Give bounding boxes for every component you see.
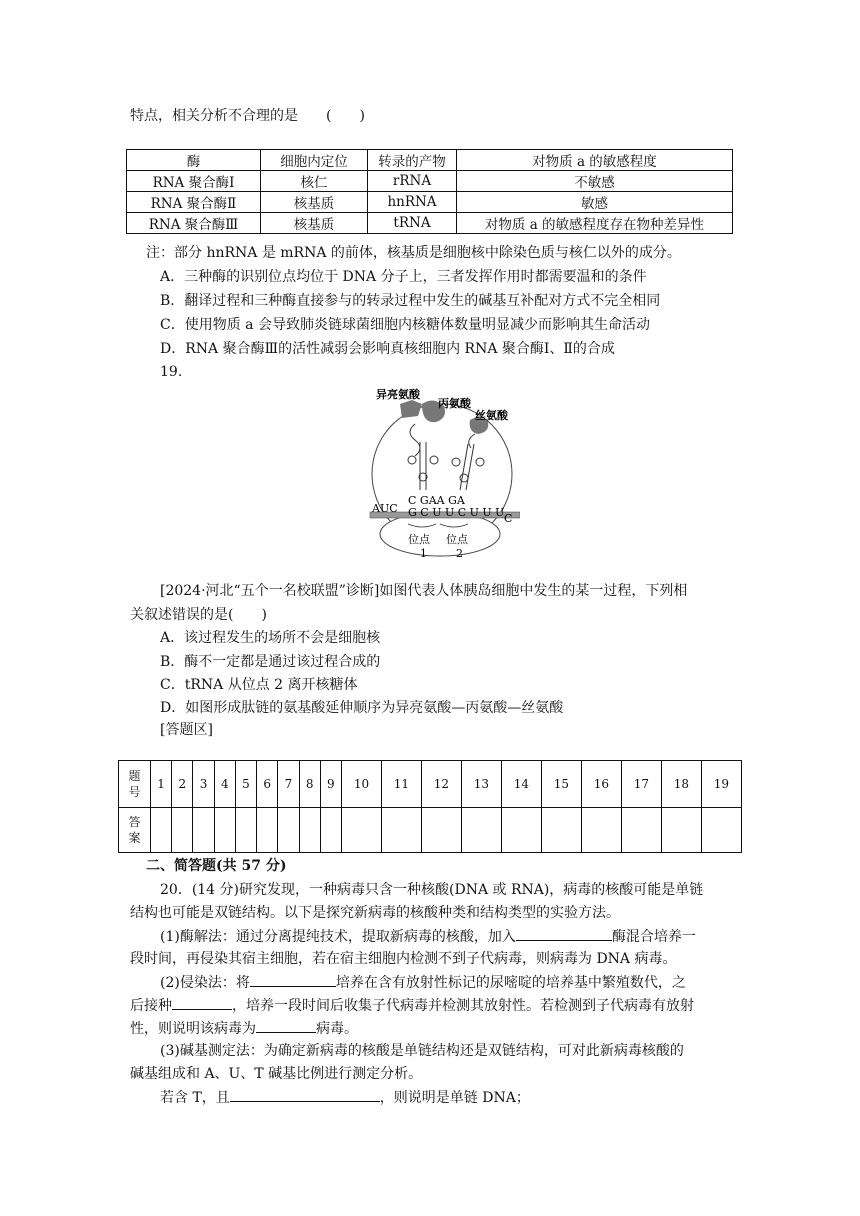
answer-cell[interactable] — [320, 808, 341, 853]
answer-cell[interactable] — [621, 808, 661, 853]
cell-enzyme: RNA 聚合酶Ⅱ — [127, 192, 261, 213]
question-number-cell: 11 — [381, 761, 421, 808]
answer-cell[interactable] — [661, 808, 701, 853]
q19-option-d: D．如图形成肽链的氨基酸延伸顺序为异亮氨酸—丙氨酸—丝氨酸 — [160, 700, 564, 716]
q20-part3-line1: (3)碱基测定法：为确定新病毒的核酸是单链结构还是双链结构，可对此新病毒核酸的 — [160, 1043, 684, 1059]
isoleucine-shape — [400, 400, 422, 418]
q18-note: 注：部分 hnRNA 是 mRNA 的前体，核基质是细胞核中除染色质与核仁以外的成分。 — [146, 245, 681, 261]
q20-part1-text-b: 酶混合培养一 — [611, 929, 696, 945]
cell-sensitivity: 不敏感 — [457, 171, 733, 192]
q20-part3-text-c: 若含 T，且 — [160, 1090, 230, 1106]
q20-part1-line1 — [160, 926, 696, 947]
cell-enzyme: RNA 聚合酶Ⅲ — [127, 213, 261, 234]
answer-cell[interactable] — [421, 808, 461, 853]
anticodon-row: C GAA GA — [408, 494, 465, 507]
answer-cell[interactable] — [541, 808, 581, 853]
answer-cell[interactable] — [501, 808, 541, 853]
question-number-cell: 3 — [193, 761, 214, 808]
label-site-2: 位点 — [446, 533, 468, 546]
q18-option-a: A．三种酶的识别位点均位于 DNA 分子上，三者发挥作用时都需要温和的条件 — [160, 269, 647, 285]
q20-part2-text-a: (2)侵染法：将 — [160, 975, 250, 991]
q20-part2-line1 — [160, 972, 686, 993]
question-number-cell: 15 — [541, 761, 581, 808]
question-number-cell: 9 — [320, 761, 341, 808]
header-sensitivity: 对物质 a 的敏感程度 — [457, 150, 733, 171]
q20-part3-line3 — [160, 1087, 530, 1108]
answer-cell[interactable] — [299, 808, 320, 853]
question-number-cell: 16 — [581, 761, 621, 808]
answer-cell[interactable] — [151, 808, 172, 853]
question-number-cell: 4 — [214, 761, 235, 808]
q19-stem-line2: 关叙述错误的是( ) — [130, 607, 267, 623]
answer-cell[interactable] — [381, 808, 421, 853]
q19-option-a: A．该过程发生的场所不会是细胞核 — [160, 630, 381, 646]
q20-part2-text-d: ，培养一段时间后收集子代病毒并检测其放射性。若检测到子代病毒有放射 — [232, 998, 694, 1014]
section-2-title: 二、简答题(共 57 分) — [146, 858, 287, 874]
cell-location: 核基质 — [261, 213, 368, 234]
cell-sensitivity: 对物质 a 的敏感程度存在物种差异性 — [457, 213, 733, 234]
label-site-2-number: 2 — [456, 547, 463, 560]
answer-cell[interactable] — [341, 808, 381, 853]
question-number-cell: 2 — [172, 761, 193, 808]
cell-enzyme: RNA 聚合酶Ⅰ — [127, 171, 261, 192]
header-product: 转录的产物 — [368, 150, 457, 171]
q20-part3-line2: 碱基组成和 A、U、T 碱基比例进行测定分析。 — [130, 1066, 423, 1082]
cell-product: tRNA — [368, 213, 457, 234]
blank-virus-type[interactable] — [256, 1018, 316, 1033]
cell-location: 核基质 — [261, 192, 368, 213]
question-number-cell: 18 — [661, 761, 701, 808]
answer-cell[interactable] — [235, 808, 256, 853]
answer-cell[interactable] — [581, 808, 621, 853]
table-row — [127, 192, 733, 213]
question-number-cell: 17 — [621, 761, 661, 808]
label-alanine: 丙氨酸 — [438, 397, 471, 410]
label-site-1-number: 1 — [420, 547, 427, 560]
q20-part2-text-c: 后接种 — [130, 998, 172, 1014]
answer-row — [119, 808, 742, 853]
question-number-cell: 8 — [299, 761, 320, 808]
answer-area-label: [答题区] — [160, 722, 213, 738]
table-row — [127, 171, 733, 192]
enzyme-table-header — [127, 150, 733, 171]
row-label-char: 题 — [128, 769, 141, 783]
cell-sensitivity: 敏感 — [457, 192, 733, 213]
blank-inoculate[interactable] — [172, 995, 232, 1010]
question-number-cell: 14 — [501, 761, 541, 808]
blank-enzyme[interactable] — [516, 926, 612, 941]
translation-diagram — [360, 382, 520, 572]
question-number-cell: 6 — [257, 761, 278, 808]
row-label-question-number — [119, 761, 151, 808]
question-number-cell: 19 — [701, 761, 741, 808]
row-label-answer — [119, 808, 151, 853]
q20-part1-line2: 段时间，再侵染其宿主细胞，若在宿主细胞内检测不到子代病毒，则病毒为 DNA 病毒。 — [130, 951, 677, 967]
answer-cell[interactable] — [214, 808, 235, 853]
q20-intro-line2: 结构也可能是双链结构。以下是探究新病毒的核酸种类和结构类型的实验方法。 — [130, 905, 620, 921]
label-site-1: 位点 — [408, 533, 430, 546]
question-number-cell: 10 — [341, 761, 381, 808]
cell-location: 核仁 — [261, 171, 368, 192]
mrna-codon-auc: AUC — [372, 502, 398, 515]
q20-part2-text-e: 性，则说明该病毒为 — [130, 1021, 256, 1037]
blank-culture-object[interactable] — [250, 972, 336, 987]
blank-single-strand-condition[interactable] — [230, 1087, 380, 1102]
header-enzyme: 酶 — [127, 150, 261, 171]
q20-part3-text-d: ，则说明是单链 DNA； — [379, 1090, 530, 1106]
q19-option-b: B．酶不一定都是通过该过程合成的 — [160, 654, 381, 670]
answer-cell[interactable] — [461, 808, 501, 853]
question-number-cell: 1 — [151, 761, 172, 808]
question-number-cell: 5 — [235, 761, 256, 808]
mrna-codons: G C U U C U U U — [408, 506, 505, 519]
q20-intro-line1: 20．(14 分)研究发现，一种病毒只含一种核酸(DNA 或 RNA)，病毒的核酸可能是单链 — [160, 882, 704, 898]
answer-sheet-table — [118, 760, 742, 853]
label-serine: 丝氨酸 — [475, 409, 508, 422]
answer-cell[interactable] — [278, 808, 299, 853]
mrna-end-base: C — [504, 512, 513, 525]
answer-cell[interactable] — [257, 808, 278, 853]
trna-1 — [408, 424, 438, 490]
q18-option-d: D．RNA 聚合酶Ⅲ的活性减弱会影响真核细胞内 RNA 聚合酶Ⅰ、Ⅱ的合成 — [160, 341, 615, 357]
q18-option-c: C．使用物质 a 会导致肺炎链球菌细胞内核糖体数量明显减少而影响其生命活动 — [160, 317, 650, 333]
q19-stem-line1: [2024·河北“五个一名校联盟”诊断]如图代表人体胰岛细胞中发生的某一过程，下列相 — [160, 583, 688, 599]
question-number-cell: 7 — [278, 761, 299, 808]
answer-cell[interactable] — [193, 808, 214, 853]
label-isoleucine: 异亮氨酸 — [376, 388, 420, 401]
answer-cell[interactable] — [172, 808, 193, 853]
q19-number: 19. — [160, 364, 183, 380]
header-location: 细胞内定位 — [261, 150, 368, 171]
question-number-row — [119, 761, 742, 808]
q20-part1-text-a: (1)酶解法：通过分离提纯技术，提取新病毒的核酸，加入 — [160, 929, 516, 945]
question-number-cell: 12 — [421, 761, 461, 808]
q20-part2-line2 — [130, 995, 694, 1016]
cell-product: rRNA — [368, 171, 457, 192]
q18-stem-tail: 特点，相关分析不合理的是 ( ) — [130, 108, 365, 124]
row-label-char: 答 — [128, 815, 141, 829]
row-label-char: 案 — [128, 831, 141, 845]
row-label-char: 号 — [128, 785, 141, 799]
q19-option-c: C．tRNA 从位点 2 离开核糖体 — [160, 677, 358, 693]
table-row — [127, 213, 733, 234]
q20-part2-text-b: 培养在含有放射性标记的尿嘧啶的培养基中繁殖数代，之 — [335, 975, 686, 991]
enzyme-table — [126, 149, 733, 234]
question-number-cell: 13 — [461, 761, 501, 808]
q20-part2-line3 — [130, 1018, 358, 1039]
trna-2 — [452, 434, 484, 490]
answer-cell[interactable] — [701, 808, 741, 853]
q18-option-b: B．翻译过程和三种酶直接参与的转录过程中发生的碱基互补配对方式不完全相同 — [160, 293, 661, 309]
cell-product: hnRNA — [368, 192, 457, 213]
q20-part2-text-f: 病毒。 — [316, 1021, 358, 1037]
